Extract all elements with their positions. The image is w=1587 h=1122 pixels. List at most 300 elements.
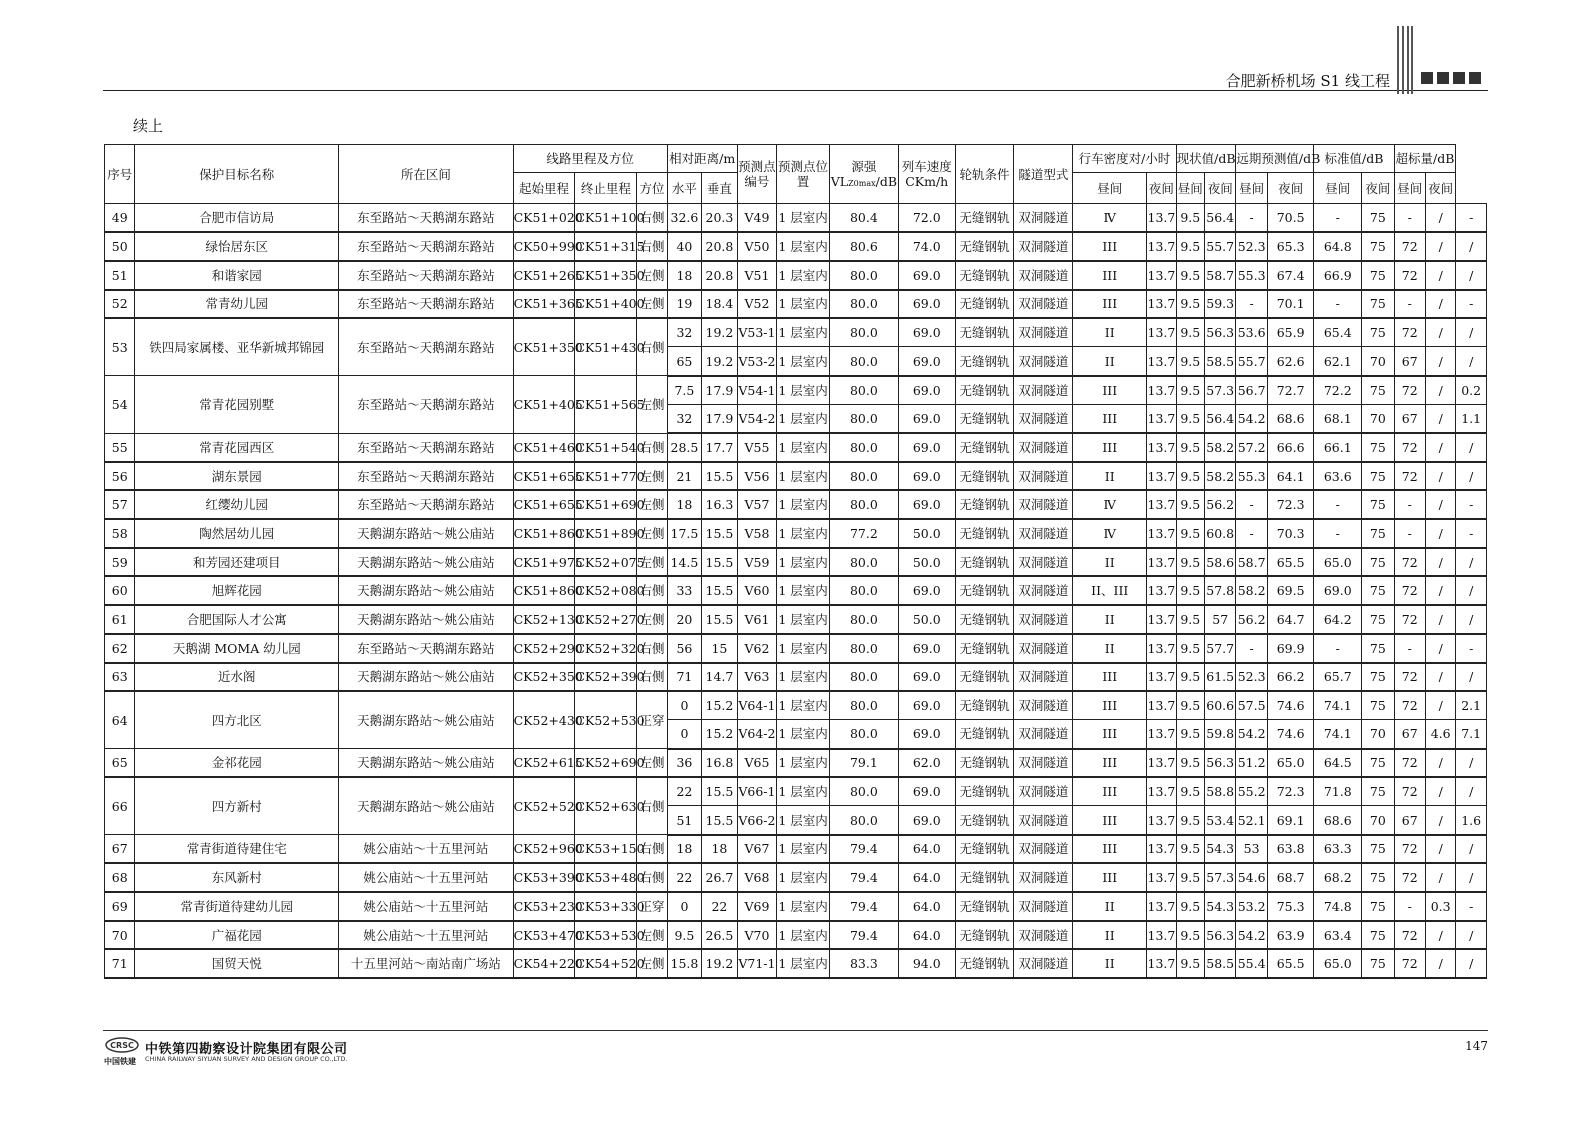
- cell-point-pos: 1 层室内: [777, 576, 830, 605]
- cell-excess-night: /: [1456, 949, 1487, 978]
- cell-target-name: 红缨幼儿园: [135, 490, 339, 519]
- cell-density-day: 13.7: [1147, 863, 1176, 892]
- cell-source: 80.0: [829, 318, 898, 347]
- cell-orientation: 左侧: [637, 548, 667, 577]
- cell-tunnel: 双洞隧道: [1014, 462, 1073, 491]
- cell-forecast-day: 69.5: [1267, 576, 1314, 605]
- cell-density-night: 9.5: [1176, 232, 1204, 261]
- cell-excess-day: /: [1425, 663, 1455, 692]
- cell-start-mileage: CK51+350: [513, 318, 575, 375]
- cell-density-night: 9.5: [1176, 892, 1204, 921]
- cell-excess-night: /: [1456, 318, 1487, 347]
- table-body: [105, 204, 1487, 979]
- cell-forecast-day: 74.6: [1267, 720, 1314, 749]
- cell-standard-day: 75: [1362, 949, 1394, 978]
- cell-seq: 54: [105, 376, 135, 433]
- cell-current-day: 56.4: [1205, 204, 1236, 233]
- cell-current-night: 52.3: [1236, 663, 1267, 692]
- cell-vert: 17.9: [702, 404, 738, 433]
- cell-standard-night: -: [1394, 519, 1425, 548]
- col-start: 起始里程: [513, 173, 575, 204]
- cell-target-name: 和谐家园: [135, 261, 339, 290]
- cell-rail: 无缝钢轨: [955, 519, 1014, 548]
- cell-building: III: [1073, 404, 1147, 433]
- cell-current-day: 54.3: [1205, 835, 1236, 864]
- cell-forecast-night: 64.2: [1314, 605, 1362, 634]
- cell-standard-day: 75: [1362, 835, 1394, 864]
- cell-current-night: 58.2: [1236, 576, 1267, 605]
- cell-point-pos: 1 层室内: [777, 949, 830, 978]
- cell-seq: 52: [105, 290, 135, 319]
- cell-current-day: 58.5: [1205, 949, 1236, 978]
- cell-point-pos: 1 层室内: [777, 290, 830, 319]
- cell-vert: 15.2: [702, 720, 738, 749]
- cell-seq: 55: [105, 433, 135, 462]
- cell-density-day: 13.7: [1147, 663, 1176, 692]
- cell-building: III: [1073, 290, 1147, 319]
- cell-current-day: 60.6: [1205, 691, 1236, 720]
- cell-forecast-day: 74.6: [1267, 691, 1314, 720]
- cell-excess-night: /: [1456, 261, 1487, 290]
- cell-building: III: [1073, 777, 1147, 806]
- cell-end-mileage: CK51+400: [575, 290, 637, 319]
- cell-rail: 无缝钢轨: [955, 261, 1014, 290]
- cell-speed: 62.0: [898, 749, 955, 778]
- cell-forecast-day: 65.9: [1267, 318, 1314, 347]
- cell-start-mileage: CK52+615: [513, 749, 575, 778]
- cell-current-day: 53.4: [1205, 806, 1236, 835]
- col-forecast-night: 夜间: [1267, 173, 1314, 204]
- cell-building: II: [1073, 347, 1147, 376]
- cell-excess-night: /: [1456, 433, 1487, 462]
- cell-end-mileage: CK52+390: [575, 663, 637, 692]
- cell-forecast-day: 69.1: [1267, 806, 1314, 835]
- cell-current-night: 54.2: [1236, 720, 1267, 749]
- cell-current-day: 56.3: [1205, 749, 1236, 778]
- cell-current-night: -: [1236, 519, 1267, 548]
- cell-forecast-day: 63.9: [1267, 921, 1314, 950]
- col-forecast-day: 昼间: [1236, 173, 1267, 204]
- cell-speed: 50.0: [898, 605, 955, 634]
- cell-forecast-day: 68.7: [1267, 863, 1314, 892]
- cell-excess-day: /: [1425, 806, 1455, 835]
- cell-orientation: 左侧: [637, 519, 667, 548]
- cell-horiz: 15.8: [667, 949, 701, 978]
- col-source: [829, 145, 898, 204]
- cell-speed: 69.0: [898, 261, 955, 290]
- cell-building: II: [1073, 462, 1147, 491]
- cell-section: 姚公庙站～十五里河站: [339, 892, 513, 921]
- cell-point-pos: 1 层室内: [777, 318, 830, 347]
- cell-density-day: 13.7: [1147, 691, 1176, 720]
- cell-density-day: 13.7: [1147, 318, 1176, 347]
- cell-standard-day: 75: [1362, 892, 1394, 921]
- cell-standard-night: -: [1394, 204, 1425, 233]
- cell-forecast-night: 65.4: [1314, 318, 1362, 347]
- cell-point-id: V54-2: [737, 404, 777, 433]
- cell-forecast-night: 64.8: [1314, 232, 1362, 261]
- cell-seq: 58: [105, 519, 135, 548]
- cell-excess-night: 1.1: [1456, 404, 1487, 433]
- cell-rail: 无缝钢轨: [955, 318, 1014, 347]
- col-standard-night: 夜间: [1362, 173, 1394, 204]
- source-vl: VL: [830, 174, 849, 189]
- cell-source: 80.0: [829, 433, 898, 462]
- header-square: [1437, 72, 1449, 84]
- cell-tunnel: 双洞隧道: [1014, 921, 1073, 950]
- header-square: [1453, 72, 1465, 84]
- cell-orientation: 正穿: [637, 892, 667, 921]
- cell-excess-day: /: [1425, 835, 1455, 864]
- cell-section: 天鹅湖东路站～姚公庙站: [339, 663, 513, 692]
- cell-forecast-day: 72.7: [1267, 376, 1314, 405]
- cell-rail: 无缝钢轨: [955, 720, 1014, 749]
- cell-point-pos: 1 层室内: [777, 691, 830, 720]
- cell-forecast-day: 70.5: [1267, 204, 1314, 233]
- cell-end-mileage: CK51+100: [575, 204, 637, 233]
- cell-density-night: 9.5: [1176, 576, 1204, 605]
- cell-building: III: [1073, 806, 1147, 835]
- cell-horiz: 18: [667, 261, 701, 290]
- cell-density-night: 9.5: [1176, 462, 1204, 491]
- cell-standard-night: 72: [1394, 691, 1425, 720]
- cell-rail: 无缝钢轨: [955, 204, 1014, 233]
- cell-speed: 64.0: [898, 892, 955, 921]
- cell-point-pos: 1 层室内: [777, 433, 830, 462]
- col-end: 终止里程: [575, 173, 637, 204]
- cell-target-name: 陶然居幼儿园: [135, 519, 339, 548]
- cell-excess-day: /: [1425, 204, 1455, 233]
- cell-forecast-day: 63.8: [1267, 835, 1314, 864]
- cell-tunnel: 双洞隧道: [1014, 548, 1073, 577]
- table-row: [105, 634, 1487, 663]
- cell-standard-night: 72: [1394, 318, 1425, 347]
- cell-section: 东至路站～天鹅湖东路站: [339, 462, 513, 491]
- cell-section: 十五里河站～南站南广场站: [339, 949, 513, 978]
- cell-rail: 无缝钢轨: [955, 691, 1014, 720]
- cell-speed: 69.0: [898, 576, 955, 605]
- cell-point-pos: 1 层室内: [777, 777, 830, 806]
- cell-forecast-day: 67.4: [1267, 261, 1314, 290]
- cell-vert: 14.7: [702, 663, 738, 692]
- cell-standard-night: 72: [1394, 863, 1425, 892]
- cell-target-name: 和芳园还建项目: [135, 548, 339, 577]
- cell-standard-day: 75: [1362, 462, 1394, 491]
- col-excess: 超标量/dB: [1394, 145, 1456, 173]
- cell-tunnel: 双洞隧道: [1014, 261, 1073, 290]
- cell-excess-day: /: [1425, 347, 1455, 376]
- cell-point-id: V70: [737, 921, 777, 950]
- cell-speed: 64.0: [898, 921, 955, 950]
- cell-vert: 15.5: [702, 462, 738, 491]
- cell-horiz: 18: [667, 835, 701, 864]
- cell-rail: 无缝钢轨: [955, 921, 1014, 950]
- cell-point-id: V66-2: [737, 806, 777, 835]
- cell-horiz: 0: [667, 892, 701, 921]
- cell-section: 姚公庙站～十五里河站: [339, 835, 513, 864]
- cell-current-day: 61.5: [1205, 663, 1236, 692]
- cell-forecast-night: 69.0: [1314, 576, 1362, 605]
- cell-density-night: 9.5: [1176, 634, 1204, 663]
- cell-building: III: [1073, 835, 1147, 864]
- cell-seq: 63: [105, 663, 135, 692]
- table-row: [105, 490, 1487, 519]
- cell-horiz: 18: [667, 490, 701, 519]
- cell-forecast-night: 63.3: [1314, 835, 1362, 864]
- cell-seq: 66: [105, 777, 135, 834]
- cell-current-day: 57.7: [1205, 634, 1236, 663]
- cell-rail: 无缝钢轨: [955, 634, 1014, 663]
- cell-point-pos: 1 层室内: [777, 204, 830, 233]
- cell-current-night: 55.7: [1236, 347, 1267, 376]
- cell-point-pos: 1 层室内: [777, 605, 830, 634]
- header-title: 合肥新桥机场 S1 线工程: [1225, 72, 1390, 90]
- col-current-night: 夜间: [1205, 173, 1236, 204]
- cell-rail: 无缝钢轨: [955, 290, 1014, 319]
- cell-current-night: 55.2: [1236, 777, 1267, 806]
- cell-orientation: 右侧: [637, 835, 667, 864]
- cell-tunnel: 双洞隧道: [1014, 634, 1073, 663]
- cell-seq: 67: [105, 835, 135, 864]
- cell-excess-night: 0.2: [1456, 376, 1487, 405]
- cell-end-mileage: CK53+480: [575, 863, 637, 892]
- cell-forecast-day: 64.7: [1267, 605, 1314, 634]
- table-row: [105, 318, 1487, 347]
- cell-rail: 无缝钢轨: [955, 433, 1014, 462]
- cell-standard-day: 75: [1362, 777, 1394, 806]
- cell-excess-day: /: [1425, 548, 1455, 577]
- cell-forecast-day: 65.0: [1267, 749, 1314, 778]
- cell-vert: 20.3: [702, 204, 738, 233]
- cell-end-mileage: CK53+330: [575, 892, 637, 921]
- cell-density-night: 9.5: [1176, 921, 1204, 950]
- cell-seq: 53: [105, 318, 135, 375]
- cell-seq: 50: [105, 232, 135, 261]
- cell-density-night: 9.5: [1176, 433, 1204, 462]
- cell-speed: 64.0: [898, 835, 955, 864]
- cell-rail: 无缝钢轨: [955, 548, 1014, 577]
- cell-horiz: 0: [667, 720, 701, 749]
- cell-source: 80.0: [829, 720, 898, 749]
- table-row: [105, 835, 1487, 864]
- cell-start-mileage: CK51+020: [513, 204, 575, 233]
- cell-density-night: 9.5: [1176, 806, 1204, 835]
- cell-standard-day: 75: [1362, 232, 1394, 261]
- cell-forecast-night: -: [1314, 519, 1362, 548]
- cell-speed: 64.0: [898, 863, 955, 892]
- cell-current-night: 54.2: [1236, 404, 1267, 433]
- cell-start-mileage: CK51+265: [513, 261, 575, 290]
- cell-orientation: 左侧: [637, 921, 667, 950]
- table-row: [105, 691, 1487, 720]
- table-row: [105, 290, 1487, 319]
- cell-excess-day: /: [1425, 576, 1455, 605]
- cell-speed: 72.0: [898, 204, 955, 233]
- cell-horiz: 9.5: [667, 921, 701, 950]
- cell-standard-day: 75: [1362, 921, 1394, 950]
- cell-building: II: [1073, 892, 1147, 921]
- cell-rail: 无缝钢轨: [955, 462, 1014, 491]
- cell-excess-night: /: [1456, 835, 1487, 864]
- cell-standard-night: 67: [1394, 347, 1425, 376]
- cell-seq: 68: [105, 863, 135, 892]
- cell-target-name: 四方新村: [135, 777, 339, 834]
- cell-tunnel: 双洞隧道: [1014, 318, 1073, 347]
- cell-forecast-night: 62.1: [1314, 347, 1362, 376]
- cell-forecast-night: 65.0: [1314, 949, 1362, 978]
- cell-end-mileage: CK52+630: [575, 777, 637, 834]
- cell-rail: 无缝钢轨: [955, 605, 1014, 634]
- cell-source: 79.4: [829, 892, 898, 921]
- cell-excess-night: -: [1456, 892, 1487, 921]
- cell-start-mileage: CK51+405: [513, 376, 575, 433]
- cell-excess-night: 7.1: [1456, 720, 1487, 749]
- cell-end-mileage: CK51+690: [575, 490, 637, 519]
- cell-tunnel: 双洞隧道: [1014, 863, 1073, 892]
- cell-excess-night: /: [1456, 548, 1487, 577]
- cell-speed: 50.0: [898, 548, 955, 577]
- cell-speed: 69.0: [898, 691, 955, 720]
- cell-excess-day: /: [1425, 232, 1455, 261]
- table-row: [105, 376, 1487, 405]
- cell-vert: 15.5: [702, 519, 738, 548]
- cell-section: 天鹅湖东路站～姚公庙站: [339, 749, 513, 778]
- cell-point-pos: 1 层室内: [777, 892, 830, 921]
- cell-speed: 69.0: [898, 634, 955, 663]
- cell-current-day: 58.2: [1205, 433, 1236, 462]
- cell-density-day: 13.7: [1147, 548, 1176, 577]
- cell-point-id: V69: [737, 892, 777, 921]
- cell-current-night: -: [1236, 204, 1267, 233]
- cell-current-day: 56.3: [1205, 318, 1236, 347]
- header-rule: [103, 90, 1488, 91]
- cell-building: III: [1073, 720, 1147, 749]
- col-density-day: 昼间: [1073, 173, 1147, 204]
- cell-current-night: -: [1236, 634, 1267, 663]
- cell-standard-night: 72: [1394, 376, 1425, 405]
- cell-density-night: 9.5: [1176, 749, 1204, 778]
- cell-density-day: 13.7: [1147, 290, 1176, 319]
- cell-end-mileage: CK52+690: [575, 749, 637, 778]
- cell-source: 80.4: [829, 204, 898, 233]
- cell-vert: 22: [702, 892, 738, 921]
- cell-excess-day: /: [1425, 376, 1455, 405]
- cell-point-pos: 1 层室内: [777, 548, 830, 577]
- cell-standard-day: 75: [1362, 290, 1394, 319]
- cell-tunnel: 双洞隧道: [1014, 347, 1073, 376]
- cell-seq: 71: [105, 949, 135, 978]
- cell-horiz: 20: [667, 605, 701, 634]
- cell-standard-night: 72: [1394, 261, 1425, 290]
- col-mileage: 线路里程及方位: [513, 145, 667, 173]
- cell-orientation: 右侧: [637, 576, 667, 605]
- cell-rail: 无缝钢轨: [955, 490, 1014, 519]
- cell-tunnel: 双洞隧道: [1014, 892, 1073, 921]
- cell-rail: 无缝钢轨: [955, 949, 1014, 978]
- cell-density-day: 13.7: [1147, 634, 1176, 663]
- cell-source: 80.0: [829, 462, 898, 491]
- cell-building: II: [1073, 949, 1147, 978]
- cell-section: 东至路站～天鹅湖东路站: [339, 490, 513, 519]
- cell-current-night: 57.2: [1236, 433, 1267, 462]
- cell-point-id: V67: [737, 835, 777, 864]
- cell-source: 80.0: [829, 576, 898, 605]
- cell-density-day: 13.7: [1147, 404, 1176, 433]
- cell-forecast-night: 74.8: [1314, 892, 1362, 921]
- cell-standard-night: 72: [1394, 433, 1425, 462]
- cell-rail: 无缝钢轨: [955, 376, 1014, 405]
- cell-current-night: 55.4: [1236, 949, 1267, 978]
- cell-density-day: 13.7: [1147, 576, 1176, 605]
- cell-point-id: V64-2: [737, 720, 777, 749]
- cell-excess-night: -: [1456, 490, 1487, 519]
- cell-rail: 无缝钢轨: [955, 777, 1014, 806]
- cell-vert: 17.7: [702, 433, 738, 462]
- cell-tunnel: 双洞隧道: [1014, 376, 1073, 405]
- cell-forecast-night: -: [1314, 634, 1362, 663]
- cell-end-mileage: CK53+150: [575, 835, 637, 864]
- cell-target-name: 国贸天悦: [135, 949, 339, 978]
- cell-forecast-night: 64.5: [1314, 749, 1362, 778]
- cell-standard-day: 75: [1362, 548, 1394, 577]
- cell-standard-day: 75: [1362, 663, 1394, 692]
- table-row: [105, 921, 1487, 950]
- cell-horiz: 56: [667, 634, 701, 663]
- cell-forecast-night: -: [1314, 490, 1362, 519]
- cell-start-mileage: CK53+470: [513, 921, 575, 950]
- cell-seq: 51: [105, 261, 135, 290]
- cell-start-mileage: CK50+990: [513, 232, 575, 261]
- cell-tunnel: 双洞隧道: [1014, 949, 1073, 978]
- cell-start-mileage: CK52+350: [513, 663, 575, 692]
- cell-horiz: 21: [667, 462, 701, 491]
- cell-source: 83.3: [829, 949, 898, 978]
- cell-excess-day: /: [1425, 318, 1455, 347]
- cell-start-mileage: CK53+230: [513, 892, 575, 921]
- cell-forecast-night: 68.1: [1314, 404, 1362, 433]
- cell-speed: 69.0: [898, 462, 955, 491]
- cell-target-name: 四方北区: [135, 691, 339, 748]
- header-square: [1421, 72, 1433, 84]
- cell-vert: 15.5: [702, 777, 738, 806]
- cell-standard-night: -: [1394, 892, 1425, 921]
- cell-target-name: 合肥市信访局: [135, 204, 339, 233]
- col-forecast: 远期预测值/dB: [1236, 145, 1314, 173]
- cell-end-mileage: CK51+350: [575, 261, 637, 290]
- cell-current-day: 55.7: [1205, 232, 1236, 261]
- cell-orientation: 右侧: [637, 777, 667, 834]
- cell-forecast-day: 66.2: [1267, 663, 1314, 692]
- cell-rail: 无缝钢轨: [955, 347, 1014, 376]
- cell-excess-day: /: [1425, 290, 1455, 319]
- cell-tunnel: 双洞隧道: [1014, 749, 1073, 778]
- cell-target-name: 绿怡居东区: [135, 232, 339, 261]
- cell-orientation: 右侧: [637, 433, 667, 462]
- cell-point-pos: 1 层室内: [777, 462, 830, 491]
- cell-vert: 18: [702, 835, 738, 864]
- cell-end-mileage: CK52+080: [575, 576, 637, 605]
- cell-start-mileage: CK51+365: [513, 290, 575, 319]
- cell-building: III: [1073, 232, 1147, 261]
- cell-standard-night: 72: [1394, 605, 1425, 634]
- cell-building: III: [1073, 663, 1147, 692]
- cell-density-day: 13.7: [1147, 347, 1176, 376]
- cell-standard-night: 67: [1394, 720, 1425, 749]
- col-standard: 标准值/dB: [1314, 145, 1394, 173]
- col-rail: 轮轨条件: [955, 145, 1014, 204]
- cell-forecast-night: -: [1314, 290, 1362, 319]
- table-row: [105, 548, 1487, 577]
